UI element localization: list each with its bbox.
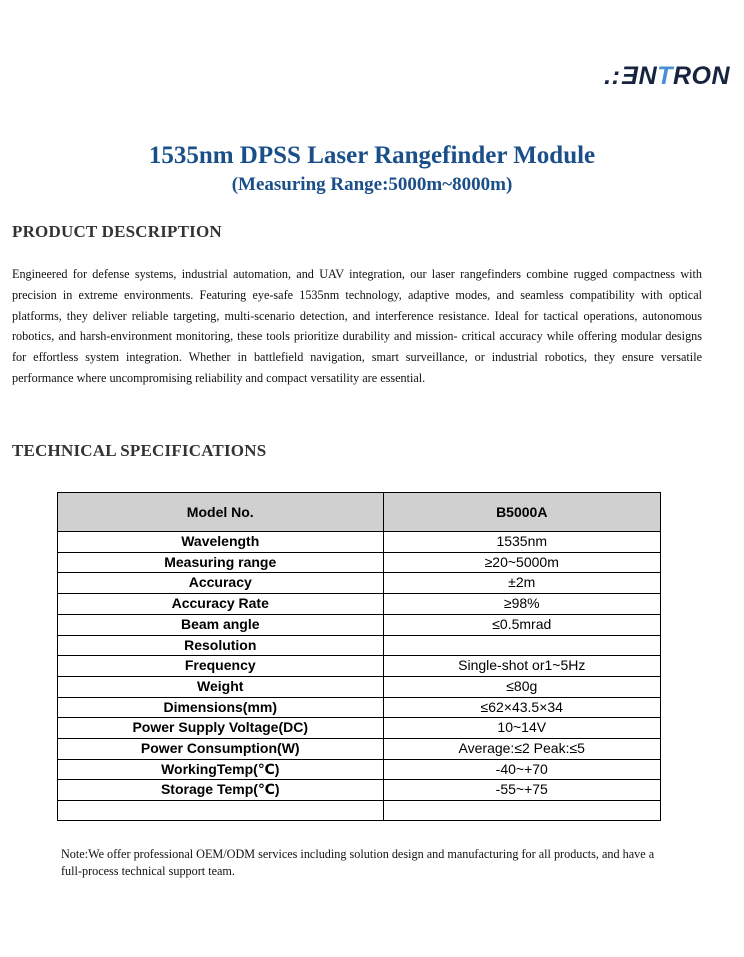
spec-value: ≤62×43.5×34	[383, 697, 661, 718]
spec-value: ≤0.5mrad	[383, 614, 661, 635]
spec-label: Frequency	[58, 656, 384, 677]
spec-label: Weight	[58, 676, 384, 697]
spec-label: Dimensions(mm)	[58, 697, 384, 718]
table-row	[58, 739, 661, 760]
specifications-table	[57, 492, 661, 821]
table-row	[58, 635, 661, 656]
spec-value: ±2m	[383, 573, 661, 594]
table-row	[58, 594, 661, 615]
table-row	[58, 676, 661, 697]
table-row	[58, 759, 661, 780]
table-row	[58, 697, 661, 718]
spec-value: ≤80g	[383, 676, 661, 697]
logo-letter-e: Ǝ	[621, 62, 639, 90]
spec-label: Power Consumption(W)	[58, 739, 384, 760]
technical-specifications-heading: TECHNICAL SPECIFICATIONS	[12, 441, 267, 460]
spec-label: WorkingTemp(℃)	[58, 759, 384, 780]
table-row	[58, 532, 661, 553]
spec-label: Accuracy	[58, 573, 384, 594]
spec-label: Power Supply Voltage(DC)	[58, 718, 384, 739]
table-header-row	[58, 493, 661, 532]
entron-logo	[604, 62, 730, 91]
spec-value	[383, 801, 661, 821]
logo-letters-ron: RON	[672, 62, 730, 90]
spec-value: 10~14V	[383, 718, 661, 739]
spec-value: -40~+70	[383, 759, 661, 780]
spec-label: Beam angle	[58, 614, 384, 635]
spec-label	[58, 801, 384, 821]
spec-value: ≥20~5000m	[383, 552, 661, 573]
spec-value: ≥98%	[383, 594, 661, 615]
spec-label: Storage Temp(℃)	[58, 780, 384, 801]
logo-dots: .:	[604, 62, 621, 90]
table-row	[58, 573, 661, 594]
spec-label: Measuring range	[58, 552, 384, 573]
product-description-body: Engineered for defense systems, industrial automation, and UAV integration, our laser rangefinders combine rugged compactness with precision in extreme environments. Featuring eye-safe 1535nm technology, adaptive modes, and seamless compatibility with optical platforms, they deliver reliable targeting, multi-scenario detection, and interference resistance. Ideal for tactical operations, autonomous robotics, and harsh-environment monitoring, these tools prioritize durability and mission- critical accuracy while offering modular designs for effortless system integration. Whether in battlefield navigation, smart surveillance, or industrial robotics, they ensure versatile performance where uncompromising reliability and compact versatility are essential.	[12, 267, 702, 385]
spec-value: 1535nm	[383, 532, 661, 553]
spec-value: Average:≤2 Peak:≤5	[383, 739, 661, 760]
spec-label: Wavelength	[58, 532, 384, 553]
spec-value	[383, 635, 661, 656]
table-row-empty	[58, 801, 661, 821]
table-row	[58, 614, 661, 635]
table-header-label: Model No.	[58, 493, 384, 532]
table-header-value: B5000A	[383, 493, 661, 532]
spec-value: -55~+75	[383, 780, 661, 801]
table-row	[58, 552, 661, 573]
spec-label: Accuracy Rate	[58, 594, 384, 615]
document-title: 1535nm DPSS Laser Rangefinder Module	[148, 142, 596, 169]
spec-label: Resolution	[58, 635, 384, 656]
product-description-heading: PRODUCT DESCRIPTION	[12, 222, 222, 241]
logo-letter-t: T	[657, 62, 673, 90]
table-row	[58, 718, 661, 739]
table-row	[58, 780, 661, 801]
document-subtitle: (Measuring Range:5000m~8000m)	[231, 174, 513, 195]
footer-note: Note:We offer professional OEM/ODM services including solution design and manufacturing for all products, and have a full-process technical support team.	[61, 847, 655, 878]
table-row	[58, 656, 661, 677]
logo-letter-n: N	[638, 62, 658, 90]
spec-value: Single-shot or1~5Hz	[383, 656, 661, 677]
